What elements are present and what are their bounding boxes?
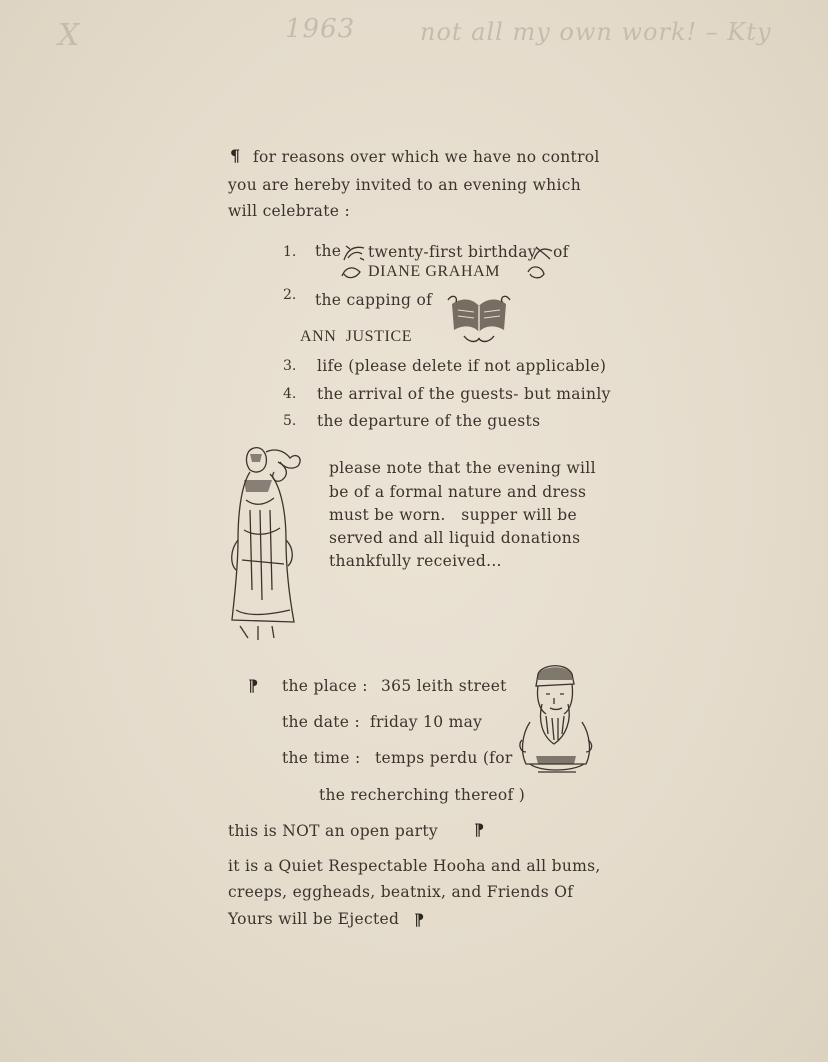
item-1-the: the: [315, 242, 342, 260]
pilcrow-mark-rev: ⁋: [414, 910, 425, 929]
item-2-name: ANN JUSTICE: [300, 328, 413, 345]
pilcrow-mark: ¶: [230, 146, 241, 165]
item-3-number: 3.: [283, 358, 297, 374]
time-value: temps perdu (for: [375, 749, 513, 767]
note-line-2: be of a formal nature and dress: [329, 483, 587, 501]
time-value-continued: the recherching thereof ): [319, 786, 526, 804]
pencil-year: 1963: [285, 14, 356, 44]
pilcrow-mark-rev: ⁋: [248, 676, 259, 695]
flourish-ornament-icon: [532, 243, 554, 263]
intro-line-1: for reasons over which we have no control: [253, 148, 600, 166]
place-value: 365 leith street: [381, 677, 507, 695]
time-label: the time :: [282, 749, 361, 767]
item-1-number: 1.: [283, 244, 297, 260]
item-1-of: of: [553, 243, 569, 261]
pencil-note: not all my own work! – Kty: [420, 18, 772, 46]
item-1-name: DIANE GRAHAM: [368, 263, 501, 280]
intro-line-3: will celebrate :: [228, 202, 350, 220]
item-1-text: twenty-first birthday: [368, 243, 537, 261]
note-line-5: thankfully received...: [329, 552, 502, 570]
item-2-number: 2.: [283, 287, 297, 303]
closing-line-3: creeps, eggheads, beatnix, and Friends Of: [228, 883, 574, 901]
closing-line-2: it is a Quiet Respectable Hooha and all bums,: [228, 857, 601, 875]
flourish-ornament-icon: [340, 262, 364, 282]
item-5-text: the departure of the guests: [317, 412, 541, 430]
note-line-3: must be worn. supper will be: [329, 506, 577, 524]
item-4-number: 4.: [283, 386, 297, 402]
date-value: friday 10 may: [370, 713, 483, 731]
closing-line-4: Yours will be Ejected: [228, 910, 400, 928]
note-line-1: please note that the evening will: [329, 459, 596, 477]
flourish-ornament-icon: [524, 262, 548, 282]
item-3-text: life (please delete if not applicable): [317, 357, 607, 375]
note-line-4: served and all liquid donations: [329, 529, 581, 547]
closing-line-1: this is NOT an open party: [228, 822, 438, 840]
flourish-ornament-icon: [342, 242, 368, 264]
item-5-number: 5.: [283, 413, 297, 429]
place-label: the place :: [282, 677, 368, 695]
item-4-text: the arrival of the guests- but mainly: [317, 385, 611, 403]
date-label: the date :: [282, 713, 361, 731]
intro-line-2: you are hereby invited to an evening which: [228, 176, 581, 194]
pilcrow-mark-rev: ⁋: [474, 820, 485, 839]
item-2-text: the capping of: [315, 291, 433, 309]
robed-figure-illustration: [224, 440, 308, 640]
book-ornament-icon: [444, 292, 514, 348]
bearded-bust-illustration: [516, 660, 596, 778]
pencil-mark-x: X: [58, 18, 81, 53]
